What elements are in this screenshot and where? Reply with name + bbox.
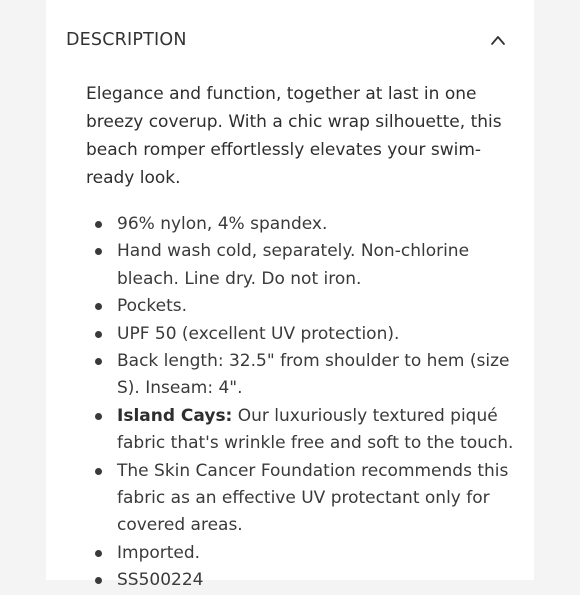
bullet-icon xyxy=(95,248,102,255)
bullet-icon xyxy=(95,550,102,557)
list-item xyxy=(86,403,516,458)
bullet-icon xyxy=(95,577,102,584)
bullet-icon xyxy=(95,221,102,228)
list-item xyxy=(86,211,516,238)
item-text: UPF 50 (excellent UV protection). xyxy=(117,323,400,344)
item-text: Imported. xyxy=(117,542,201,563)
bullet-icon xyxy=(95,331,102,338)
accordion-title: DESCRIPTION xyxy=(66,30,187,50)
item-text: Hand wash cold, separately. Non-chlorine bleach. Line dry. Do not iron. xyxy=(117,241,470,289)
description-intro: Elegance and function, together at last in one breezy coverup. With a chic wrap silhouette, this beach romper effortlessly elevates your swim-ready look. xyxy=(86,84,502,188)
list-item xyxy=(86,540,516,567)
list-item xyxy=(86,321,516,348)
item-text: The Skin Cancer Foundation recommends this fabric as an effective UV protectant only for covered areas. xyxy=(117,460,509,536)
bullet-icon xyxy=(95,358,102,365)
list-item xyxy=(86,348,516,403)
bullet-icon xyxy=(95,413,102,420)
item-text: Pockets. xyxy=(117,296,188,317)
list-item xyxy=(86,238,516,293)
list-item xyxy=(86,293,516,320)
item-text: 96% nylon, 4% spandex. xyxy=(117,214,328,234)
description-content xyxy=(86,80,516,595)
item-text: SS500224 xyxy=(117,570,204,591)
description-accordion-header[interactable] xyxy=(66,28,514,56)
item-text: Our luxuriously textured piqué fabric that's wrinkle free and soft to the touch. xyxy=(117,405,514,454)
bullet-icon xyxy=(95,303,102,310)
item-label: Island Cays: xyxy=(117,405,233,426)
list-item xyxy=(86,458,516,540)
list-item xyxy=(86,567,516,594)
chevron-up-icon[interactable] xyxy=(490,34,506,46)
item-text: Back length: 32.5" from shoulder to hem (size S). Inseam: 4". xyxy=(117,351,510,399)
bullet-icon xyxy=(95,468,102,475)
details-list xyxy=(86,211,516,595)
